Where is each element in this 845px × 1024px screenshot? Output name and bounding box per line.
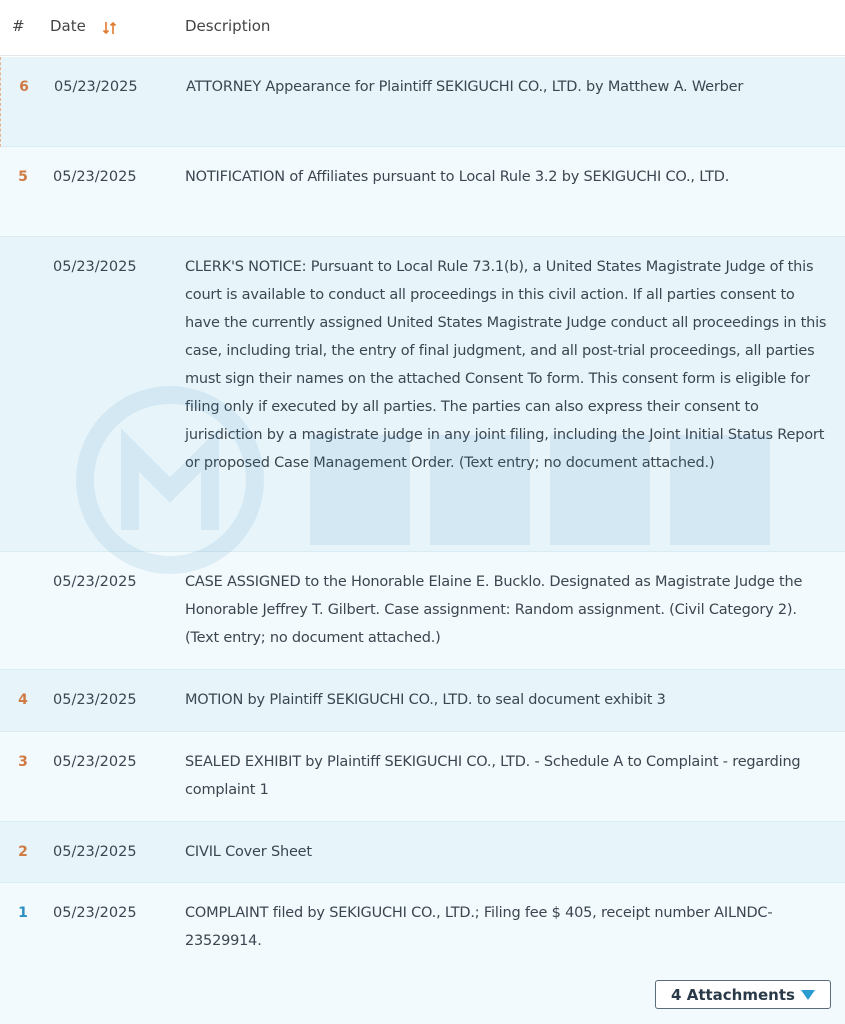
entry-number[interactable]: 6 [19,79,29,95]
table-row[interactable] [0,237,845,552]
entry-date: 05/23/2025 [53,692,137,708]
table-row[interactable] [0,147,845,237]
entry-date: 05/23/2025 [53,259,137,275]
entry-description: CASE ASSIGNED to the Honorable Elaine E. Bucklo. Designated as Magistrate Judge the Honorable Jeffrey T. Gilbert. Case assignment: Random assignment. (Civil Category 2). (Text entry; no document attached.) [185,574,803,646]
entry-description: COMPLAINT filed by SEKIGUCHI CO., LTD.; Filing fee $ 405, receipt number AILNDC-23529914. [185,905,773,949]
table-header [0,0,845,56]
entry-number[interactable]: 3 [18,754,28,770]
entry-description: CLERK'S NOTICE: Pursuant to Local Rule 73.1(b), a United States Magistrate Judge of this court is available to conduct all proceedings in this civil action. If all parties consent to have the currently assigned United States Magistrate Judge conduct all proceedings in this case, including trial, the entry of final judgment, and all post-trial proceedings, all parties must sign their names on the attached Consent To form. This consent form is eligible for filing only if executed by all parties. The parties can also express their consent to jurisdiction by a magistrate judge in any joint filing, including the Joint Initial Status Report or proposed Case Management Order. (Text entry; no document attached.) [185,259,827,471]
attachments-button-label: 4 Attachments [671,985,795,1004]
column-header-date[interactable]: Date [50,17,86,35]
entry-description: SEALED EXHIBIT by Plaintiff SEKIGUCHI CO., LTD. - Schedule A to Complaint - regarding complaint 1 [185,754,801,798]
entry-date: 05/23/2025 [53,905,137,921]
entry-date: 05/23/2025 [53,754,137,770]
column-header-number: # [12,17,25,35]
entry-date: 05/23/2025 [53,169,137,185]
entry-description: NOTIFICATION of Affiliates pursuant to Local Rule 3.2 by SEKIGUCHI CO., LTD. [185,169,730,185]
table-row[interactable] [0,57,845,147]
entry-date: 05/23/2025 [53,574,137,590]
entry-description: MOTION by Plaintiff SEKIGUCHI CO., LTD. to seal document exhibit 3 [185,692,666,708]
table-row[interactable] [0,732,845,822]
table-row[interactable] [0,670,845,732]
entry-number[interactable]: 5 [18,169,28,185]
entry-number[interactable]: 4 [18,692,28,708]
sort-arrows-icon[interactable] [102,20,118,36]
table-row[interactable] [0,552,845,670]
entry-date: 05/23/2025 [54,79,138,95]
table-row[interactable] [0,822,845,883]
entry-description: ATTORNEY Appearance for Plaintiff SEKIGUCHI CO., LTD. by Matthew A. Werber [186,79,744,95]
column-header-description: Description [185,17,271,35]
entry-number[interactable]: 1 [18,905,28,921]
entry-description: CIVIL Cover Sheet [185,844,312,860]
entry-number[interactable]: 2 [18,844,28,860]
attachments-dropdown-button[interactable] [655,980,831,1009]
entry-date: 05/23/2025 [53,844,137,860]
caret-down-icon [801,990,815,1000]
